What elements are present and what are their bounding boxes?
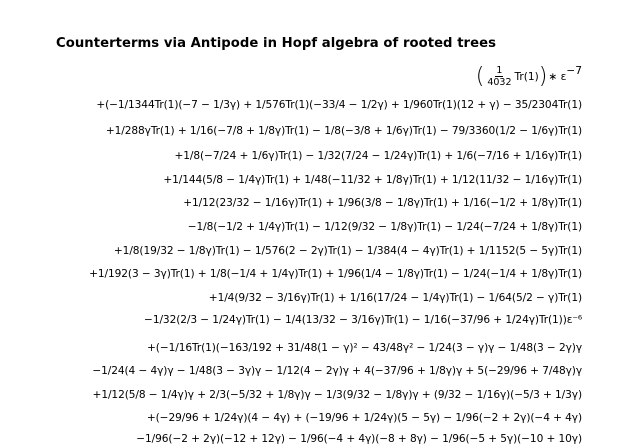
equation-line: −1/8(−1/2 + 1/4γ)Tr(1) − 1/12(9/32 − 1/8γ)Tr(1) − 1/24(−7/24 + 1/8γ)Tr(1): [187, 221, 582, 233]
leading-term-exponent: −7: [566, 64, 582, 77]
open-paren: (: [475, 63, 485, 89]
fraction: [486, 65, 512, 88]
leading-term-body: Tr(1): [514, 70, 539, 83]
page-title: Counterterms via Antipode in Hopf algebra of rooted trees: [56, 36, 496, 51]
leading-term-tail: ∗ ε: [548, 70, 567, 83]
equation-line: +(−1/1344Tr(1)(−7 − 1/3γ) + 1/576Tr(1)(−33/4 − 1/2γ) + 1/960Tr(1)(12 + γ) − 35/2304Tr(1): [96, 99, 582, 111]
equation-line: −1/96(−2 + 2γ)(−12 + 12γ) − 1/96(−4 + 4γ)(−8 + 8γ) − 1/96(−5 + 5γ)(−10 + 10γ): [136, 433, 582, 445]
equation-line: +(−1/16Tr(1)(−163/192 + 31/48(1 − γ)² − 43/48γ² − 1/24(3 − γ)γ − 1/48(3 − 2γ)γ: [147, 342, 582, 354]
close-paren: ): [538, 63, 548, 89]
fraction-numerator: 1: [496, 65, 503, 76]
equation-line: −1/24(4 − 4γ)γ − 1/48(3 − 3γ)γ − 1/12(4 − 2γ)γ + 4(−37/96 + 1/8γ)γ + 5(−29/96 + 7/48γ)γ: [92, 365, 582, 377]
equation-line: +1/8(−7/24 + 1/6γ)Tr(1) − 1/32(7/24 − 1/24γ)Tr(1) + 1/6(−7/16 + 1/16γ)Tr(1): [174, 150, 582, 162]
equation-line: +1/144(5/8 − 1/4γ)Tr(1) + 1/48(−11/32 + 1/8γ)Tr(1) + 1/12(11/32 − 1/16γ)Tr(1): [163, 174, 582, 186]
equation-line: +1/192(3 − 3γ)Tr(1) + 1/8(−1/4 + 1/4γ)Tr(1) + 1/96(1/4 − 1/8γ)Tr(1) − 1/24(−1/4 + 1/8γ)Tr(1): [89, 268, 582, 280]
equation-line: −1/32(2/3 − 1/24γ)Tr(1) − 1/4(13/32 − 3/16γ)Tr(1) − 1/16(−37/96 + 1/24γ)Tr(1))ε⁻⁶: [144, 314, 582, 326]
equation-line: +1/4(9/32 − 3/16γ)Tr(1) + 1/16(17/24 − 1/4γ)Tr(1) − 1/64(5/2 − γ)Tr(1): [208, 292, 582, 304]
equation-line: +1/8(19/32 − 1/8γ)Tr(1) − 1/576(2 − 2γ)Tr(1) − 1/384(4 − 4γ)Tr(1) + 1/1152(5 − 5γ)Tr(1): [113, 245, 582, 257]
equation-line: +1/288γTr(1) + 1/16(−7/8 + 1/8γ)Tr(1) − 1/8(−3/8 + 1/6γ)Tr(1) − 79/3360(1/2 − 1/6γ)Tr(1): [105, 125, 582, 137]
fraction-denominator: 4032: [487, 77, 512, 88]
equation-line: +(−29/96 + 1/24γ)(4 − 4γ) + (−19/96 + 1/24γ)(5 − 5γ) − 1/96(−2 + 2γ)(−4 + 4γ): [146, 412, 582, 424]
equation-line: +1/12(5/8 − 1/4γ)γ + 2/3(−5/32 + 1/8γ)γ − 1/3(9/32 − 1/8γ)γ + (9/32 − 1/16γ)(−5/3 + 1/3γ): [92, 389, 582, 401]
leading-term: [476, 65, 582, 88]
equation-line: +1/12(23/32 − 1/16γ)Tr(1) + 1/96(3/8 − 1/8γ)Tr(1) + 1/16(−1/2 + 1/8γ)Tr(1): [183, 197, 582, 209]
